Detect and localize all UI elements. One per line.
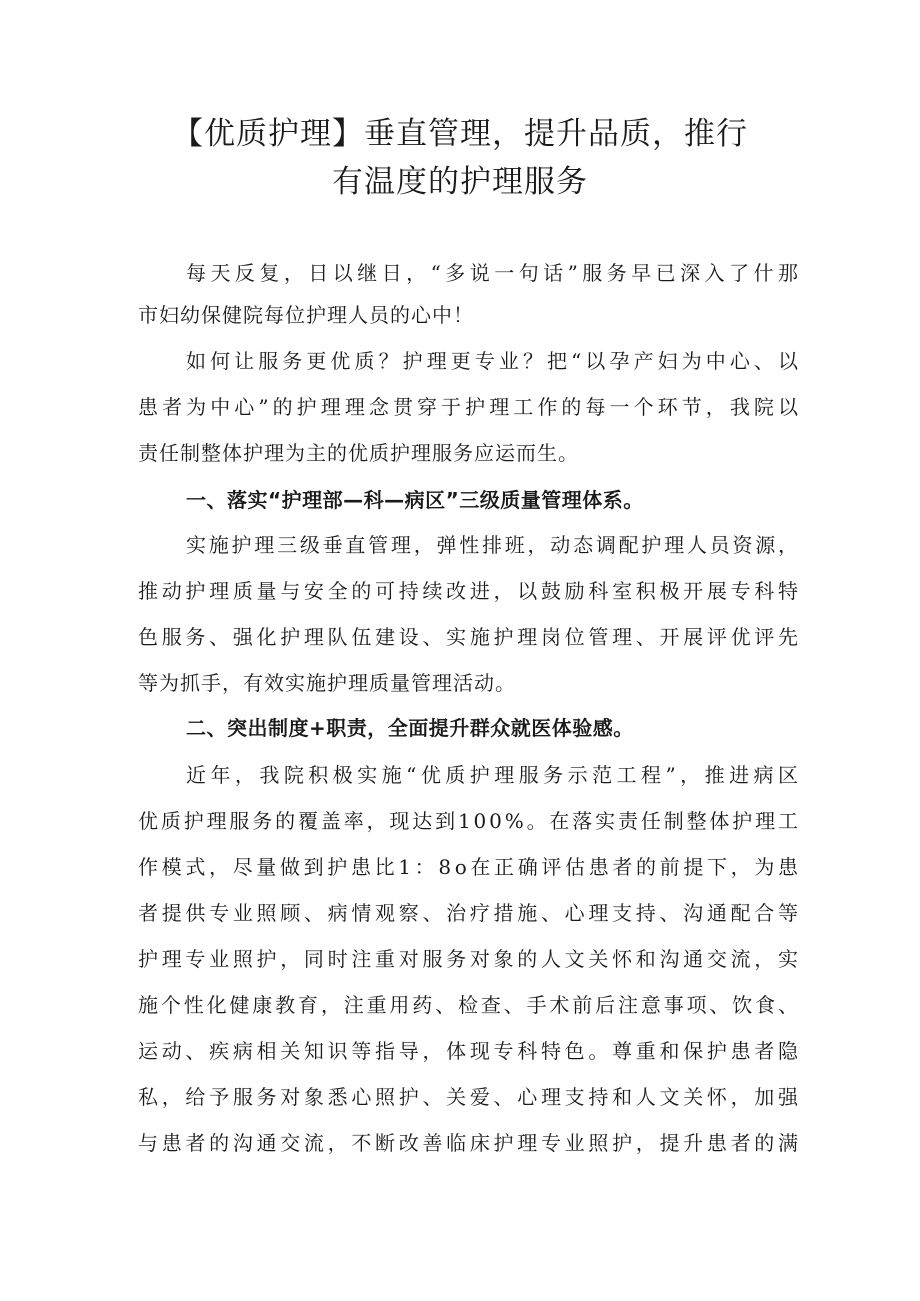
paragraph-4-line-2: 优质护理服务的覆盖率，现达到100%。在落实责任制整体护理工 [138, 809, 801, 833]
section-heading-1: 一、落实“护理部—科—病区”三级质量管理体系。 [186, 488, 644, 512]
paragraph-2-line-3: 责任制整体护理为主的优质护理服务应运而生。 [138, 441, 579, 465]
paragraph-3-line-3: 色服务、强化护理队伍建设、实施护理岗位管理、开展评优评先 [138, 625, 802, 649]
paragraph-2-line-1: 如何让服务更优质？护理更专业？把“以孕产妇为中心、以 [186, 349, 803, 373]
document-title-line-2: 有温度的护理服务 [332, 164, 588, 200]
paragraph-3-line-1: 实施护理三级垂直管理，弹性排班，动态调配护理人员资源， [186, 533, 801, 557]
document-title-line-1: 【优质护理】垂直管理，提升品质，推行 [172, 116, 748, 152]
paragraph-4-line-6: 施个性化健康教育，注重用药、检查、手术前后注意事项、饮食、 [138, 993, 801, 1017]
paragraph-4-line-8: 私，给予服务对象悉心照护、关爱、心理支持和人文关怀，加强 [138, 1085, 802, 1109]
section-heading-2: 二、突出制度+职责，全面提升群众就医体验感。 [186, 716, 634, 740]
paragraph-1-line-2: 市妇幼保健院每位护理人员的心中！ [138, 303, 474, 327]
paragraph-3-line-2: 推动护理质量与安全的可持续改进，以鼓励科室积极开展专科特 [138, 579, 802, 603]
paragraph-4-line-4: 者提供专业照顾、病情观察、治疗措施、心理支持、沟通配合等 [138, 901, 802, 925]
paragraph-3-line-4: 等为抓手，有效实施护理质量管理活动。 [138, 671, 516, 695]
paragraph-2-line-2: 患者为中心”的护理理念贯穿于护理工作的每一个环节，我院以 [138, 395, 803, 419]
paragraph-4-line-7: 运动、疾病相关知识等指导，体现专科特色。尊重和保护患者隐 [138, 1039, 802, 1063]
paragraph-4-line-5: 护理专业照护，同时注重对服务对象的人文关怀和沟通交流，实 [138, 947, 802, 971]
paragraph-4-line-9: 与患者的沟通交流，不断改善临床护理专业照护，提升患者的满 [138, 1131, 802, 1155]
paragraph-1-line-1: 每天反复，日以继日，“多说一句话”服务早已深入了什那 [186, 261, 803, 285]
paragraph-4-line-1: 近年，我院积极实施“优质护理服务示范工程”，推进病区 [186, 763, 803, 787]
paragraph-4-line-3: 作模式，尽量做到护患比1：8o在正确评估患者的前提下，为患 [138, 855, 802, 879]
